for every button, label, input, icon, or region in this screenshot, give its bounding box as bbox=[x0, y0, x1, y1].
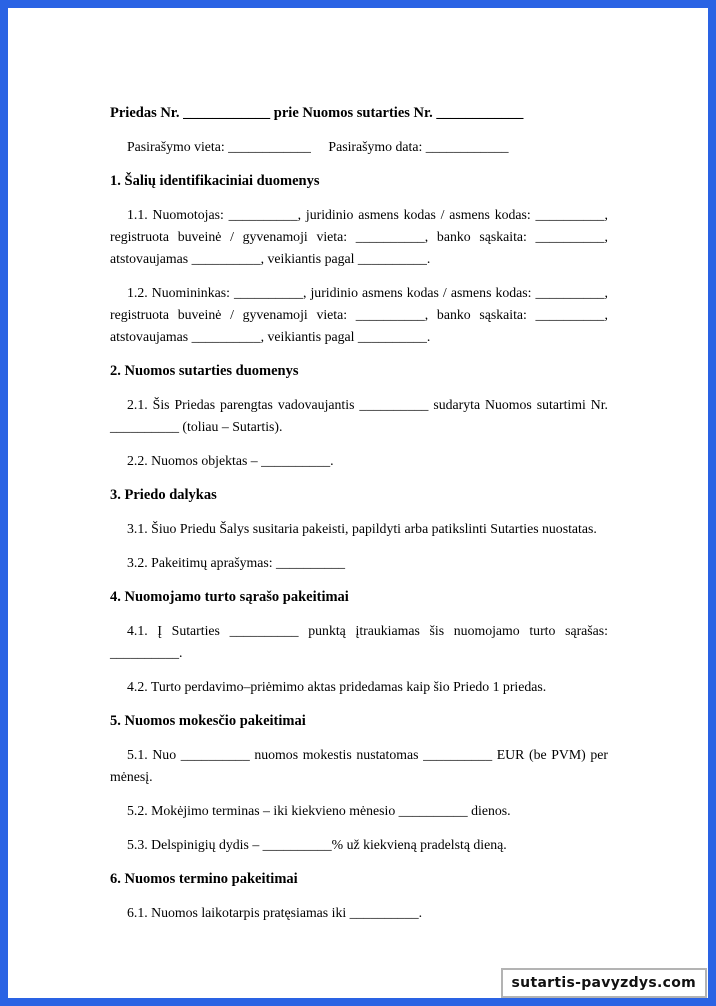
clause-4-2-handover-act: 4.2. Turto perdavimo–priėmimo aktas pridedamas kaip šio Priedo 1 priedas. bbox=[127, 679, 547, 694]
contract-annex-page bbox=[8, 8, 708, 924]
watermark-badge[interactable] bbox=[501, 968, 707, 998]
section-heading-term-changes: 6. Nuomos termino pakeitimai bbox=[110, 871, 298, 887]
clause-1-2-tenant: 1.2. Nuomininkas: __________, juridinio asmens kodas / asmens kodas: __________, registruota buveinė / gyvenamoji vieta: __________, banko sąskaita: __________, atstovaujamas __________, veikiantis pagal __________. bbox=[110, 285, 608, 344]
clause-5-1-rent-amount: 5.1. Nuo __________ nuomos mokestis nustatomas __________ EUR (be PVM) per mėnesį. bbox=[110, 747, 608, 784]
clause-2-1-basis: 2.1. Šis Priedas parengtas vadovaujantis __________ sudaryta Nuomos sutartimi Nr. __________ (toliau – Sutartis). bbox=[110, 397, 608, 434]
section-heading-rent-changes: 5. Nuomos mokesčio pakeitimai bbox=[110, 713, 306, 729]
signing-line bbox=[110, 136, 608, 158]
clause-4-1-property-list: 4.1. Į Sutarties __________ punktą įtraukiamas šis nuomojamo turto sąrašas: __________. bbox=[110, 623, 608, 660]
section-heading-contract-data: 2. Nuomos sutarties duomenys bbox=[110, 363, 299, 379]
clause-1-1-landlord: 1.1. Nuomotojas: __________, juridinio asmens kodas / asmens kodas: __________, registruota buveinė / gyvenamoji vieta: __________, banko sąskaita: __________, atstovaujamas __________, veikiantis pagal __________. bbox=[110, 207, 608, 266]
watermark-text: sutartis-pavyzdys.com bbox=[511, 975, 696, 991]
clause-2-2-object: 2.2. Nuomos objektas – __________. bbox=[127, 453, 334, 468]
clause-5-3-late-fee: 5.3. Delspinigių dydis – __________% už kiekvieną pradelstą dieną. bbox=[127, 837, 507, 852]
signing-date-field: Pasirašymo data: ____________ bbox=[328, 139, 509, 154]
section-heading-property-list-changes: 4. Nuomojamo turto sąrašo pakeitimai bbox=[110, 589, 349, 605]
document-title: Priedas Nr. ____________ prie Nuomos sutarties Nr. ____________ bbox=[110, 105, 524, 121]
clause-3-1-agreement: 3.1. Šiuo Priedu Šalys susitaria pakeisti, papildyti arba patikslinti Sutarties nuostatas. bbox=[127, 521, 597, 536]
clause-3-2-changes-description: 3.2. Pakeitimų aprašymas: __________ bbox=[127, 555, 346, 570]
clause-6-1-term-extension: 6.1. Nuomos laikotarpis pratęsiamas iki __________. bbox=[127, 905, 423, 920]
clause-5-2-payment-term: 5.2. Mokėjimo terminas – iki kiekvieno mėnesio __________ dienos. bbox=[127, 803, 511, 818]
signing-place-field: Pasirašymo vieta: ____________ bbox=[127, 139, 311, 154]
section-heading-parties: 1. Šalių identifikaciniai duomenys bbox=[110, 173, 320, 189]
section-heading-annex-subject: 3. Priedo dalykas bbox=[110, 487, 217, 503]
